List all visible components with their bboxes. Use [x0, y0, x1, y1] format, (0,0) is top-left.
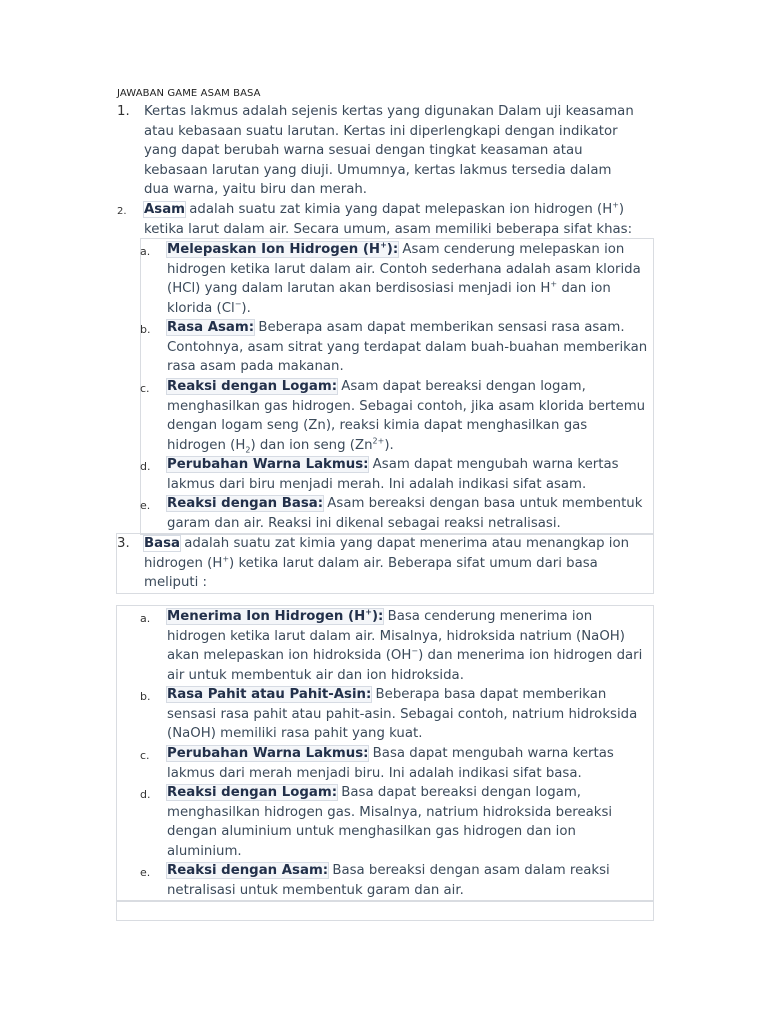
asam-property-b: b. Rasa Asam: Beberapa asam dapat memberikan sensasi rasa asam. Contohnya, asam sitrat yang terdapat dalam buah-buahan memberikan rasa asam pada makanan. — [140, 320, 648, 375]
answer-item-1 — [117, 102, 637, 200]
property-title: Reaksi dengan Asam: — [167, 863, 329, 878]
basa-property-a: a. Menerima Ion Hidrogen (H+): Basa cenderung menerima ion hidrogen ketika larut dalam air. Misalnya, hidroksida natrium (NaOH) akan melepaskan ion hidroksida (OH−) dan menerima ion hidrogen dari air untuk membentuk air dan ion hidroksida. — [140, 607, 643, 683]
property-title: Perubahan Warna Lakmus: — [167, 746, 369, 761]
document-title: JAWABAN GAME ASAM BASA — [117, 88, 261, 99]
property-title: Reaksi dengan Basa: — [167, 496, 324, 511]
keyword-basa: Basa — [144, 536, 180, 551]
asam-property-e: e. Reaksi dengan Basa: Asam bereaksi dengan basa untuk membentuk garam dan air. Reaksi ini dikenal sebagai reaksi netralisasi. — [140, 496, 643, 531]
item-number: 3. — [117, 536, 130, 551]
basa-property-c: c. Perubahan Warna Lakmus: Basa dapat mengubah warna kertas lakmus dari merah menjadi biru. Ini adalah indikasi sifat basa. — [140, 746, 614, 781]
basa-property-e: e. Reaksi dengan Asam: Basa bereaksi dengan asam dalam reaksi netralisasi untuk membentuk garam dan air. — [140, 863, 610, 898]
item-text: Asam adalah suatu zat kimia yang dapat melepaskan ion hidrogen (H+) ketika larut dalam air. Secara umum, asam memiliki beberapa sifat khas: — [144, 200, 633, 237]
keyword-asam: Asam — [144, 202, 186, 217]
basa-property-b: b. Rasa Pahit atau Pahit-Asin: Beberapa basa dapat memberikan sensasi rasa pahit atau pahit-asin. Sebagai contoh, natrium hidroksida (NaOH) memiliki rasa pahit yang kuat. — [140, 687, 638, 742]
item-number: 2. — [117, 206, 127, 217]
answer-item-3 — [117, 534, 637, 593]
property-title: Melepaskan Ion Hidrogen (H+): — [167, 240, 399, 257]
property-title: Reaksi dengan Logam: — [167, 379, 338, 394]
basa-property-d: d. Reaksi dengan Logam: Basa dapat bereaksi dengan logam, menghasilkan hidrogen gas. Misalnya, natrium hidroksida bereaksi dengan aluminium untuk menghasilkan gas hidrogen dan ion aluminium. — [140, 785, 613, 859]
item-text: Basa adalah suatu zat kimia yang dapat menerima atau menangkap ion hidrogen (H+) ketika larut dalam air. Beberapa sifat umum dari basa meliputi : — [144, 536, 630, 591]
asam-property-c: c. Reaksi dengan Logam: Asam dapat bereaksi dengan logam, menghasilkan gas hidrogen. Sebagai contoh, jika asam klorida bertemu dengan logam seng (Zn), reaksi kimia dapat menghasilkan gas hidrogen $(H_2)$ dan ion seng $(Zn^{2+})$. — [140, 379, 646, 455]
empty-row-box — [116, 900, 654, 921]
item-text: Kertas lakmus adalah sejenis kertas yang digunakan Dalam uji keasaman atau kebasaan suatu larutan. Kertas ini diperlengkapi dengan indikator yang dapat berubah warna sesuai dengan tingkat keasaman atau kebasaan larutan yang diuji. Umumnya, kertas lakmus tersedia dalam dua warna, yaitu biru dan merah. — [144, 104, 634, 198]
property-title: Reaksi dengan Logam: — [167, 785, 338, 800]
property-title: Perubahan Warna Lakmus: — [167, 457, 369, 472]
property-title: Rasa Asam: — [167, 320, 255, 335]
asam-property-d: d. Perubahan Warna Lakmus: Asam dapat mengubah warna kertas lakmus dari biru menjadi merah. Ini adalah indikasi sifat asam. — [140, 457, 619, 492]
property-title: Rasa Pahit atau Pahit-Asin: — [167, 687, 372, 702]
property-title: Menerima Ion Hidrogen (H+): — [167, 607, 384, 624]
asam-property-a: a. Melepaskan Ion Hidrogen (H+): Asam cenderung melepaskan ion hidrogen ketika larut dalam air. Contoh sederhana adalah asam klorida (HCl) yang dalam larutan akan berdisosiasi menjadi ion H+ dan ion klorida (Cl−). — [140, 240, 641, 316]
answer-item-2 — [117, 200, 637, 239]
item-number: 1. — [117, 104, 130, 119]
